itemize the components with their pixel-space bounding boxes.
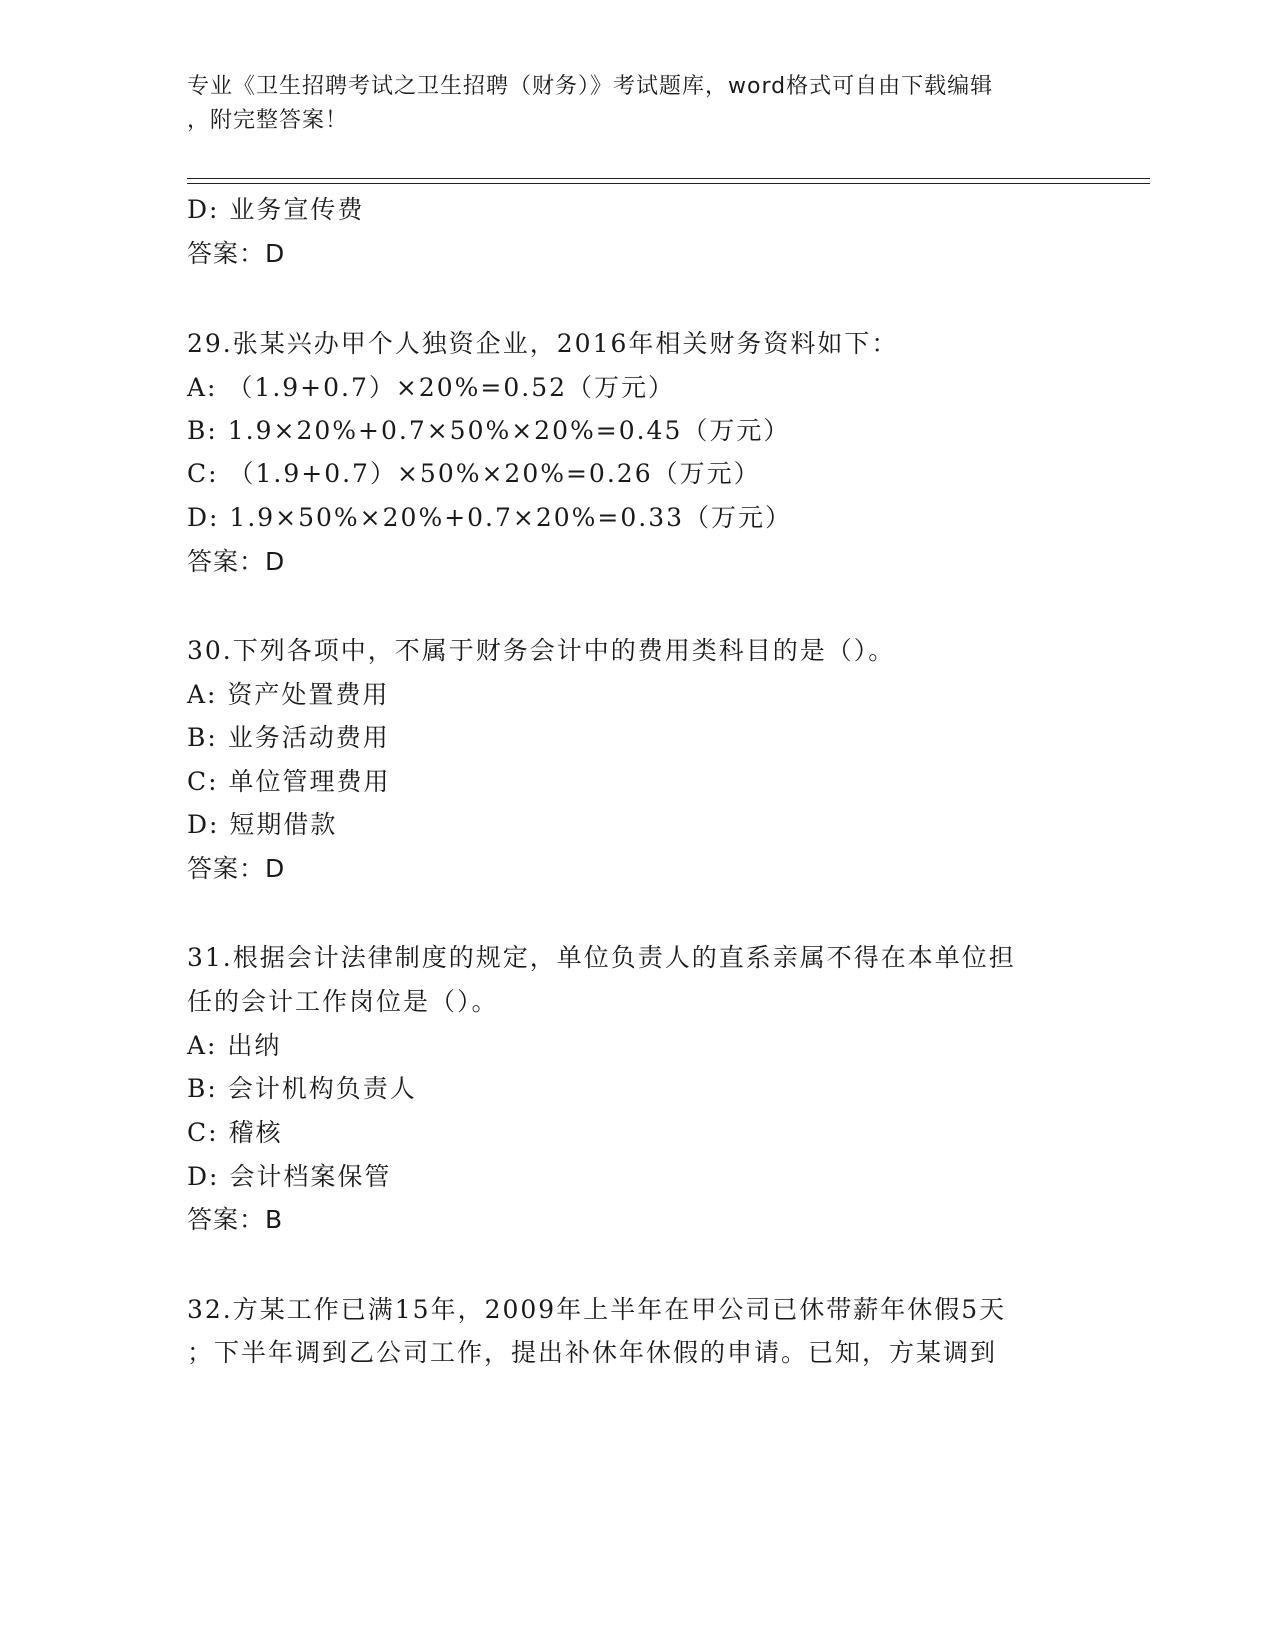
q31-stem-line-1: 31.根据会计法律制度的规定，单位负责人的直系亲属不得在本单位担 xyxy=(187,943,1016,972)
q32-stem-line-2: ；下半年调到乙公司工作，提出补休年休假的申请。已知，方某调到 xyxy=(187,1338,998,1367)
q29-stem: 29.张某兴办甲个人独资企业，2016年相关财务资料如下： xyxy=(187,329,899,358)
q31-stem-line-2: 任的会计工作岗位是（）。 xyxy=(187,987,499,1016)
header-divider-top xyxy=(187,178,1150,179)
q30-option-b: B: 业务活动费用 xyxy=(187,723,390,752)
q30-option-d: D: 短期借款 xyxy=(187,810,338,839)
q29-answer: 答案：D xyxy=(187,547,286,576)
q29-option-a: A: （1.9+0.7）×20%=0.52（万元） xyxy=(187,373,676,402)
header-divider-bottom xyxy=(187,183,1150,184)
q28-answer: 答案：D xyxy=(187,239,286,268)
q29-option-d: D: 1.9×50%×20%+0.7×20%=0.33（万元） xyxy=(187,503,793,532)
q30-stem: 30.下列各项中，不属于财务会计中的费用类科目的是（）。 xyxy=(187,636,896,665)
q30-answer: 答案：D xyxy=(187,854,286,883)
q30-option-c: C: 单位管理费用 xyxy=(187,767,391,796)
q29-option-c: C: （1.9+0.7）×50%×20%=0.26（万元） xyxy=(187,459,761,488)
q31-option-d: D: 会计档案保管 xyxy=(187,1162,392,1191)
q29-option-b: B: 1.9×20%+0.7×50%×20%=0.45（万元） xyxy=(187,416,791,445)
q28-option-d: D: 业务宣传费 xyxy=(187,195,365,224)
document-header xyxy=(187,70,1087,138)
q31-option-b: B: 会计机构负责人 xyxy=(187,1074,417,1103)
header-line-2: ，附完整答案！ xyxy=(187,108,349,133)
q32-stem-line-1: 32.方某工作已满15年，2009年上半年在甲公司已休带薪年休假5天 xyxy=(187,1295,1007,1324)
q31-answer: 答案：B xyxy=(187,1205,284,1234)
q31-option-c: C: 稽核 xyxy=(187,1118,283,1147)
header-line-1: 专业《卫生招聘考试之卫生招聘（财务）》考试题库，word格式可自由下载编辑 xyxy=(187,74,994,99)
q31-option-a: A: 出纳 xyxy=(187,1031,282,1060)
q30-option-a: A: 资产处置费用 xyxy=(187,680,390,709)
